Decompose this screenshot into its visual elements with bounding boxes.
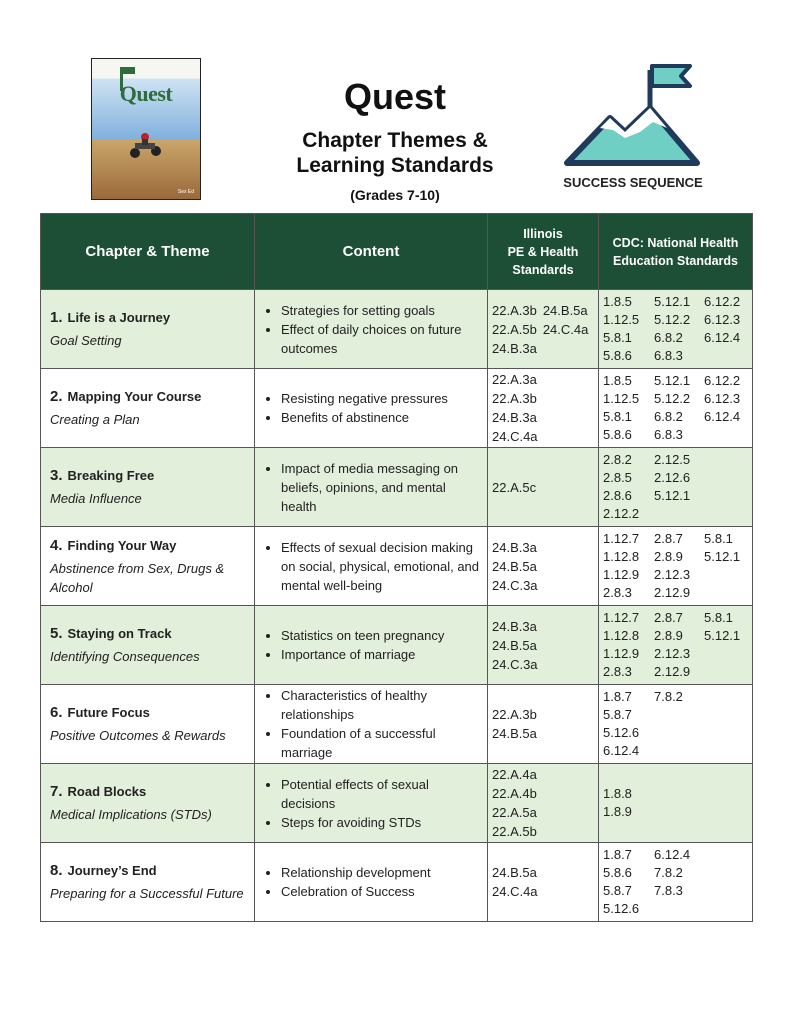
- chapter-title: Life is a Journey: [67, 310, 171, 325]
- cdc-cell: [599, 369, 753, 448]
- content-cell: [255, 843, 488, 922]
- table-row: [41, 685, 753, 764]
- cdc-standard: 2.8.9: [654, 549, 683, 564]
- cdc-standard: [704, 846, 750, 864]
- illinois-standard: 22.A.5b: [492, 824, 537, 839]
- illinois-standard: 24.B.3a: [492, 410, 537, 425]
- header-cdc: CDC: National Health Education Standards: [599, 214, 753, 290]
- cdc-standard: 6.12.4: [704, 330, 741, 345]
- cdc-standard: 5.12.1: [654, 373, 691, 388]
- cdc-standard: [704, 785, 750, 803]
- cdc-standard: 5.12.1: [704, 628, 741, 643]
- cdc-standard: 1.8.5: [603, 373, 632, 388]
- illinois-standard: 22.A.3b: [492, 302, 537, 318]
- content-item: • Potential effects of sexual decisions: [281, 775, 481, 813]
- cdc-standard: [654, 900, 704, 918]
- illinois-standard: 24.C.3a: [492, 577, 538, 593]
- content-item: • Statistics on teen pregnancy: [281, 626, 481, 645]
- cdc-standard: 1.12.5: [603, 312, 640, 327]
- cdc-standard: [704, 451, 750, 469]
- content-item: • Steps for avoiding STDs: [281, 813, 481, 832]
- chapter-title: Future Focus: [67, 705, 150, 720]
- atv-rider-icon: [127, 131, 165, 159]
- cdc-standard: [654, 785, 704, 803]
- cdc-cell: [599, 843, 753, 922]
- illinois-standard: 24.B.5a: [492, 865, 537, 880]
- cdc-standard: 5.8.6: [603, 348, 632, 363]
- cdc-standard: 1.8.7: [603, 847, 632, 862]
- illinois-cell: [488, 843, 599, 922]
- cdc-standard: 1.12.9: [603, 646, 640, 661]
- table-row: [41, 369, 753, 448]
- table-header-row: [41, 214, 753, 290]
- chapter-theme: Abstinence from Sex, Drugs & Alcohol: [50, 560, 225, 595]
- cdc-standard: 7.8.3: [654, 883, 683, 898]
- cdc-cell: [599, 685, 753, 764]
- cdc-cell: [599, 290, 753, 369]
- cdc-standard: 5.12.1: [654, 488, 691, 503]
- chapter-title: Mapping Your Course: [67, 389, 202, 404]
- content-item: • Celebration of Success: [281, 882, 481, 901]
- illinois-standard: 22.A.4a: [492, 767, 537, 782]
- cdc-standard: 5.12.6: [603, 901, 640, 916]
- chapter-theme: Positive Outcomes & Rewards: [50, 728, 226, 743]
- cdc-standard: [704, 864, 750, 882]
- cdc-standard: 5.8.7: [603, 707, 632, 722]
- illinois-standard: 24.C.4a: [492, 429, 538, 444]
- chapter-number: 2.: [50, 388, 63, 405]
- chapter-number: 7.: [50, 783, 63, 800]
- page-subtitle: Chapter Themes & Learning Standards: [296, 129, 494, 177]
- cdc-standard: 2.12.3: [654, 567, 691, 582]
- chapter-theme: Creating a Plan: [50, 412, 140, 427]
- chapter-title: Road Blocks: [67, 784, 147, 799]
- chapter-number: 3.: [50, 467, 63, 484]
- cdc-standard: 6.8.3: [654, 348, 683, 363]
- cdc-standard: 1.12.7: [603, 610, 640, 625]
- cdc-cell: [599, 527, 753, 606]
- table-row: [41, 448, 753, 527]
- cdc-standard: [704, 663, 750, 681]
- cdc-standard: [704, 469, 750, 487]
- cdc-standard: 5.8.7: [603, 883, 632, 898]
- header-chapter: Chapter & Theme: [41, 214, 255, 290]
- cdc-standard: 6.8.2: [654, 330, 683, 345]
- cdc-standard: 5.12.2: [654, 312, 691, 327]
- cdc-standard: 2.12.5: [654, 452, 691, 467]
- illinois-standard: 24.B.5a: [492, 637, 537, 653]
- illinois-standard: 24.B.3a: [492, 618, 537, 634]
- header-illinois: Illinois PE & Health Standards: [488, 214, 599, 290]
- illinois-cell: [488, 764, 599, 843]
- cdc-standard: 6.12.2: [704, 294, 741, 309]
- cdc-standard: 1.12.9: [603, 567, 640, 582]
- chapter-number: 5.: [50, 625, 63, 642]
- standards-table: [40, 213, 753, 922]
- cdc-standard: [654, 706, 704, 724]
- cdc-standard: 6.12.3: [704, 391, 741, 406]
- chapter-title: Staying on Track: [67, 626, 172, 641]
- content-item: • Strategies for setting goals: [281, 301, 481, 320]
- illinois-standard: 24.B.5a: [492, 726, 537, 741]
- cdc-standard: 1.12.7: [603, 531, 640, 546]
- cdc-standard: 1.12.8: [603, 549, 640, 564]
- success-sequence-label: SUCCESS SEQUENCE: [563, 175, 703, 190]
- table-row: [41, 527, 753, 606]
- chapter-theme: Goal Setting: [50, 333, 122, 348]
- cdc-standard: [704, 505, 750, 523]
- cdc-standard: 6.12.3: [704, 312, 741, 327]
- illinois-standard: 24.C.3a: [492, 656, 538, 672]
- cdc-standard: 2.8.9: [654, 628, 683, 643]
- cdc-standard: 2.8.3: [603, 585, 632, 600]
- header-content: Content: [255, 214, 488, 290]
- content-item: • Relationship development: [281, 863, 481, 882]
- cdc-standard: [704, 724, 750, 742]
- content-item: • Effects of sexual decision making on social, physical, emotional, and mental well-being: [281, 538, 481, 595]
- chapter-title: Journey’s End: [67, 863, 157, 878]
- cdc-standard: [654, 724, 704, 742]
- cdc-standard: 7.8.2: [654, 689, 683, 704]
- cdc-standard: 1.8.5: [603, 294, 632, 309]
- cdc-standard: [654, 803, 704, 821]
- content-item: • Impact of media messaging on beliefs, opinions, and mental health: [281, 459, 481, 516]
- cdc-standard: 1.8.8: [603, 786, 632, 801]
- chapter-cell: [41, 843, 255, 922]
- cdc-standard: 2.12.9: [654, 585, 691, 600]
- illinois-cell: [488, 290, 599, 369]
- cdc-standard: 2.12.6: [654, 470, 691, 485]
- cdc-standard: 6.12.4: [603, 743, 640, 758]
- cdc-standard: 2.8.7: [654, 610, 683, 625]
- table-row: [41, 764, 753, 843]
- cdc-cell: [599, 606, 753, 685]
- cdc-standard: [704, 584, 750, 602]
- chapter-theme: Preparing for a Successful Future: [50, 886, 244, 901]
- chapter-cell: [41, 527, 255, 606]
- cdc-standard: 2.12.9: [654, 664, 691, 679]
- book-logo: Quest: [119, 81, 173, 106]
- illinois-cell: [488, 527, 599, 606]
- cdc-standard: 2.8.5: [603, 470, 632, 485]
- illinois-standard: 24.C.4a: [492, 884, 538, 899]
- content-cell: [255, 764, 488, 843]
- illinois-standard: 22.A.3b: [492, 391, 537, 406]
- chapter-cell: [41, 369, 255, 448]
- chapter-number: 1.: [50, 309, 63, 326]
- chapter-number: 8.: [50, 862, 63, 879]
- table-row: [41, 606, 753, 685]
- cdc-standard: 6.8.3: [654, 427, 683, 442]
- cdc-standard: [704, 706, 750, 724]
- table-row: [41, 843, 753, 922]
- content-cell: [255, 448, 488, 527]
- cdc-standard: 5.8.6: [603, 427, 632, 442]
- chapter-theme: Medical Implications (STDs): [50, 807, 212, 822]
- content-cell: [255, 369, 488, 448]
- chapter-number: 6.: [50, 704, 63, 721]
- chapter-theme: Identifying Consequences: [50, 649, 200, 664]
- cdc-standard: 6.12.4: [704, 409, 741, 424]
- content-cell: [255, 685, 488, 764]
- cdc-standard: [704, 742, 750, 760]
- content-item: • Foundation of a successful marriage: [281, 724, 481, 762]
- cdc-standard: 1.12.8: [603, 628, 640, 643]
- cdc-cell: [599, 448, 753, 527]
- cdc-standard: 2.8.6: [603, 488, 632, 503]
- cdc-standard: 1.8.9: [603, 804, 632, 819]
- cdc-standard: [704, 882, 750, 900]
- cdc-standard: [704, 900, 750, 918]
- book-cover: [91, 58, 201, 200]
- cdc-standard: 5.12.1: [704, 549, 741, 564]
- cdc-standard: [704, 645, 750, 663]
- content-item: • Benefits of abstinence: [281, 408, 481, 427]
- cdc-standard: 5.12.2: [654, 391, 691, 406]
- cdc-standard: 2.12.2: [603, 506, 640, 521]
- cdc-standard: 5.8.1: [603, 330, 632, 345]
- content-item: • Importance of marriage: [281, 645, 481, 664]
- chapter-title: Breaking Free: [67, 468, 155, 483]
- illinois-standard: 22.A.3a: [492, 372, 537, 387]
- cdc-standard: 5.12.6: [603, 725, 640, 740]
- chapter-cell: [41, 764, 255, 843]
- cdc-standard: 5.12.1: [654, 294, 691, 309]
- table-row: [41, 290, 753, 369]
- illinois-standard: 22.A.4b: [492, 786, 537, 801]
- cdc-standard: [704, 803, 750, 821]
- illinois-standard: 24.B.3a: [492, 340, 537, 356]
- illinois-cell: [488, 685, 599, 764]
- content-item: • Characteristics of healthy relationships: [281, 686, 481, 724]
- content-cell: [255, 606, 488, 685]
- chapter-title: Finding Your Way: [67, 537, 177, 553]
- illinois-standard: 24.C.4a: [542, 321, 589, 337]
- chapter-cell: [41, 685, 255, 764]
- cdc-standard: [704, 347, 750, 365]
- chapter-cell: [41, 290, 255, 369]
- illinois-standard: 24.B.5a: [542, 302, 588, 318]
- illinois-cell: [488, 448, 599, 527]
- cdc-standard: 1.12.5: [603, 391, 640, 406]
- content-cell: [255, 290, 488, 369]
- grades-label: (Grades 7-10): [350, 187, 440, 203]
- cdc-standard: [704, 426, 750, 444]
- illinois-standard: 22.A.5b: [492, 321, 537, 337]
- cdc-standard: 6.8.2: [654, 409, 683, 424]
- cdc-standard: [654, 505, 704, 523]
- cdc-standard: 2.8.7: [654, 531, 683, 546]
- chapter-number: 4.: [50, 536, 63, 554]
- cdc-standard: 5.8.1: [603, 409, 632, 424]
- cdc-standard: 5.8.6: [603, 865, 632, 880]
- illinois-standard: 22.A.5a: [492, 805, 537, 820]
- illinois-cell: [488, 606, 599, 685]
- cdc-standard: [654, 742, 704, 760]
- cdc-standard: 1.8.7: [603, 689, 632, 704]
- illinois-standard: 22.A.5c: [492, 479, 537, 495]
- cdc-cell: [599, 764, 753, 843]
- cdc-standard: [704, 487, 750, 505]
- cdc-standard: [704, 688, 750, 706]
- illinois-standard: 24.B.5a: [492, 558, 537, 574]
- illinois-cell: [488, 369, 599, 448]
- cdc-standard: 5.8.1: [704, 531, 733, 546]
- page-title: Quest: [343, 76, 447, 117]
- cdc-standard: 2.12.3: [654, 646, 691, 661]
- illinois-standard: 24.B.3a: [492, 539, 537, 555]
- cdc-standard: 2.8.3: [603, 664, 632, 679]
- chapter-theme: Media Influence: [50, 491, 142, 506]
- chapter-cell: [41, 448, 255, 527]
- cdc-standard: 6.12.4: [654, 847, 691, 862]
- cdc-standard: 2.8.2: [603, 452, 632, 467]
- chapter-cell: [41, 606, 255, 685]
- cdc-standard: 7.8.2: [654, 865, 683, 880]
- illinois-standard: 22.A.3b: [492, 707, 537, 722]
- cdc-standard: 6.12.2: [704, 373, 741, 388]
- content-item: • Resisting negative pressures: [281, 389, 481, 408]
- content-item: • Effect of daily choices on future outcomes: [281, 320, 481, 358]
- content-cell: [255, 527, 488, 606]
- cdc-standard: [704, 566, 750, 584]
- book-publisher: Sex Ed: [177, 189, 194, 195]
- cdc-standard: 5.8.1: [704, 610, 733, 625]
